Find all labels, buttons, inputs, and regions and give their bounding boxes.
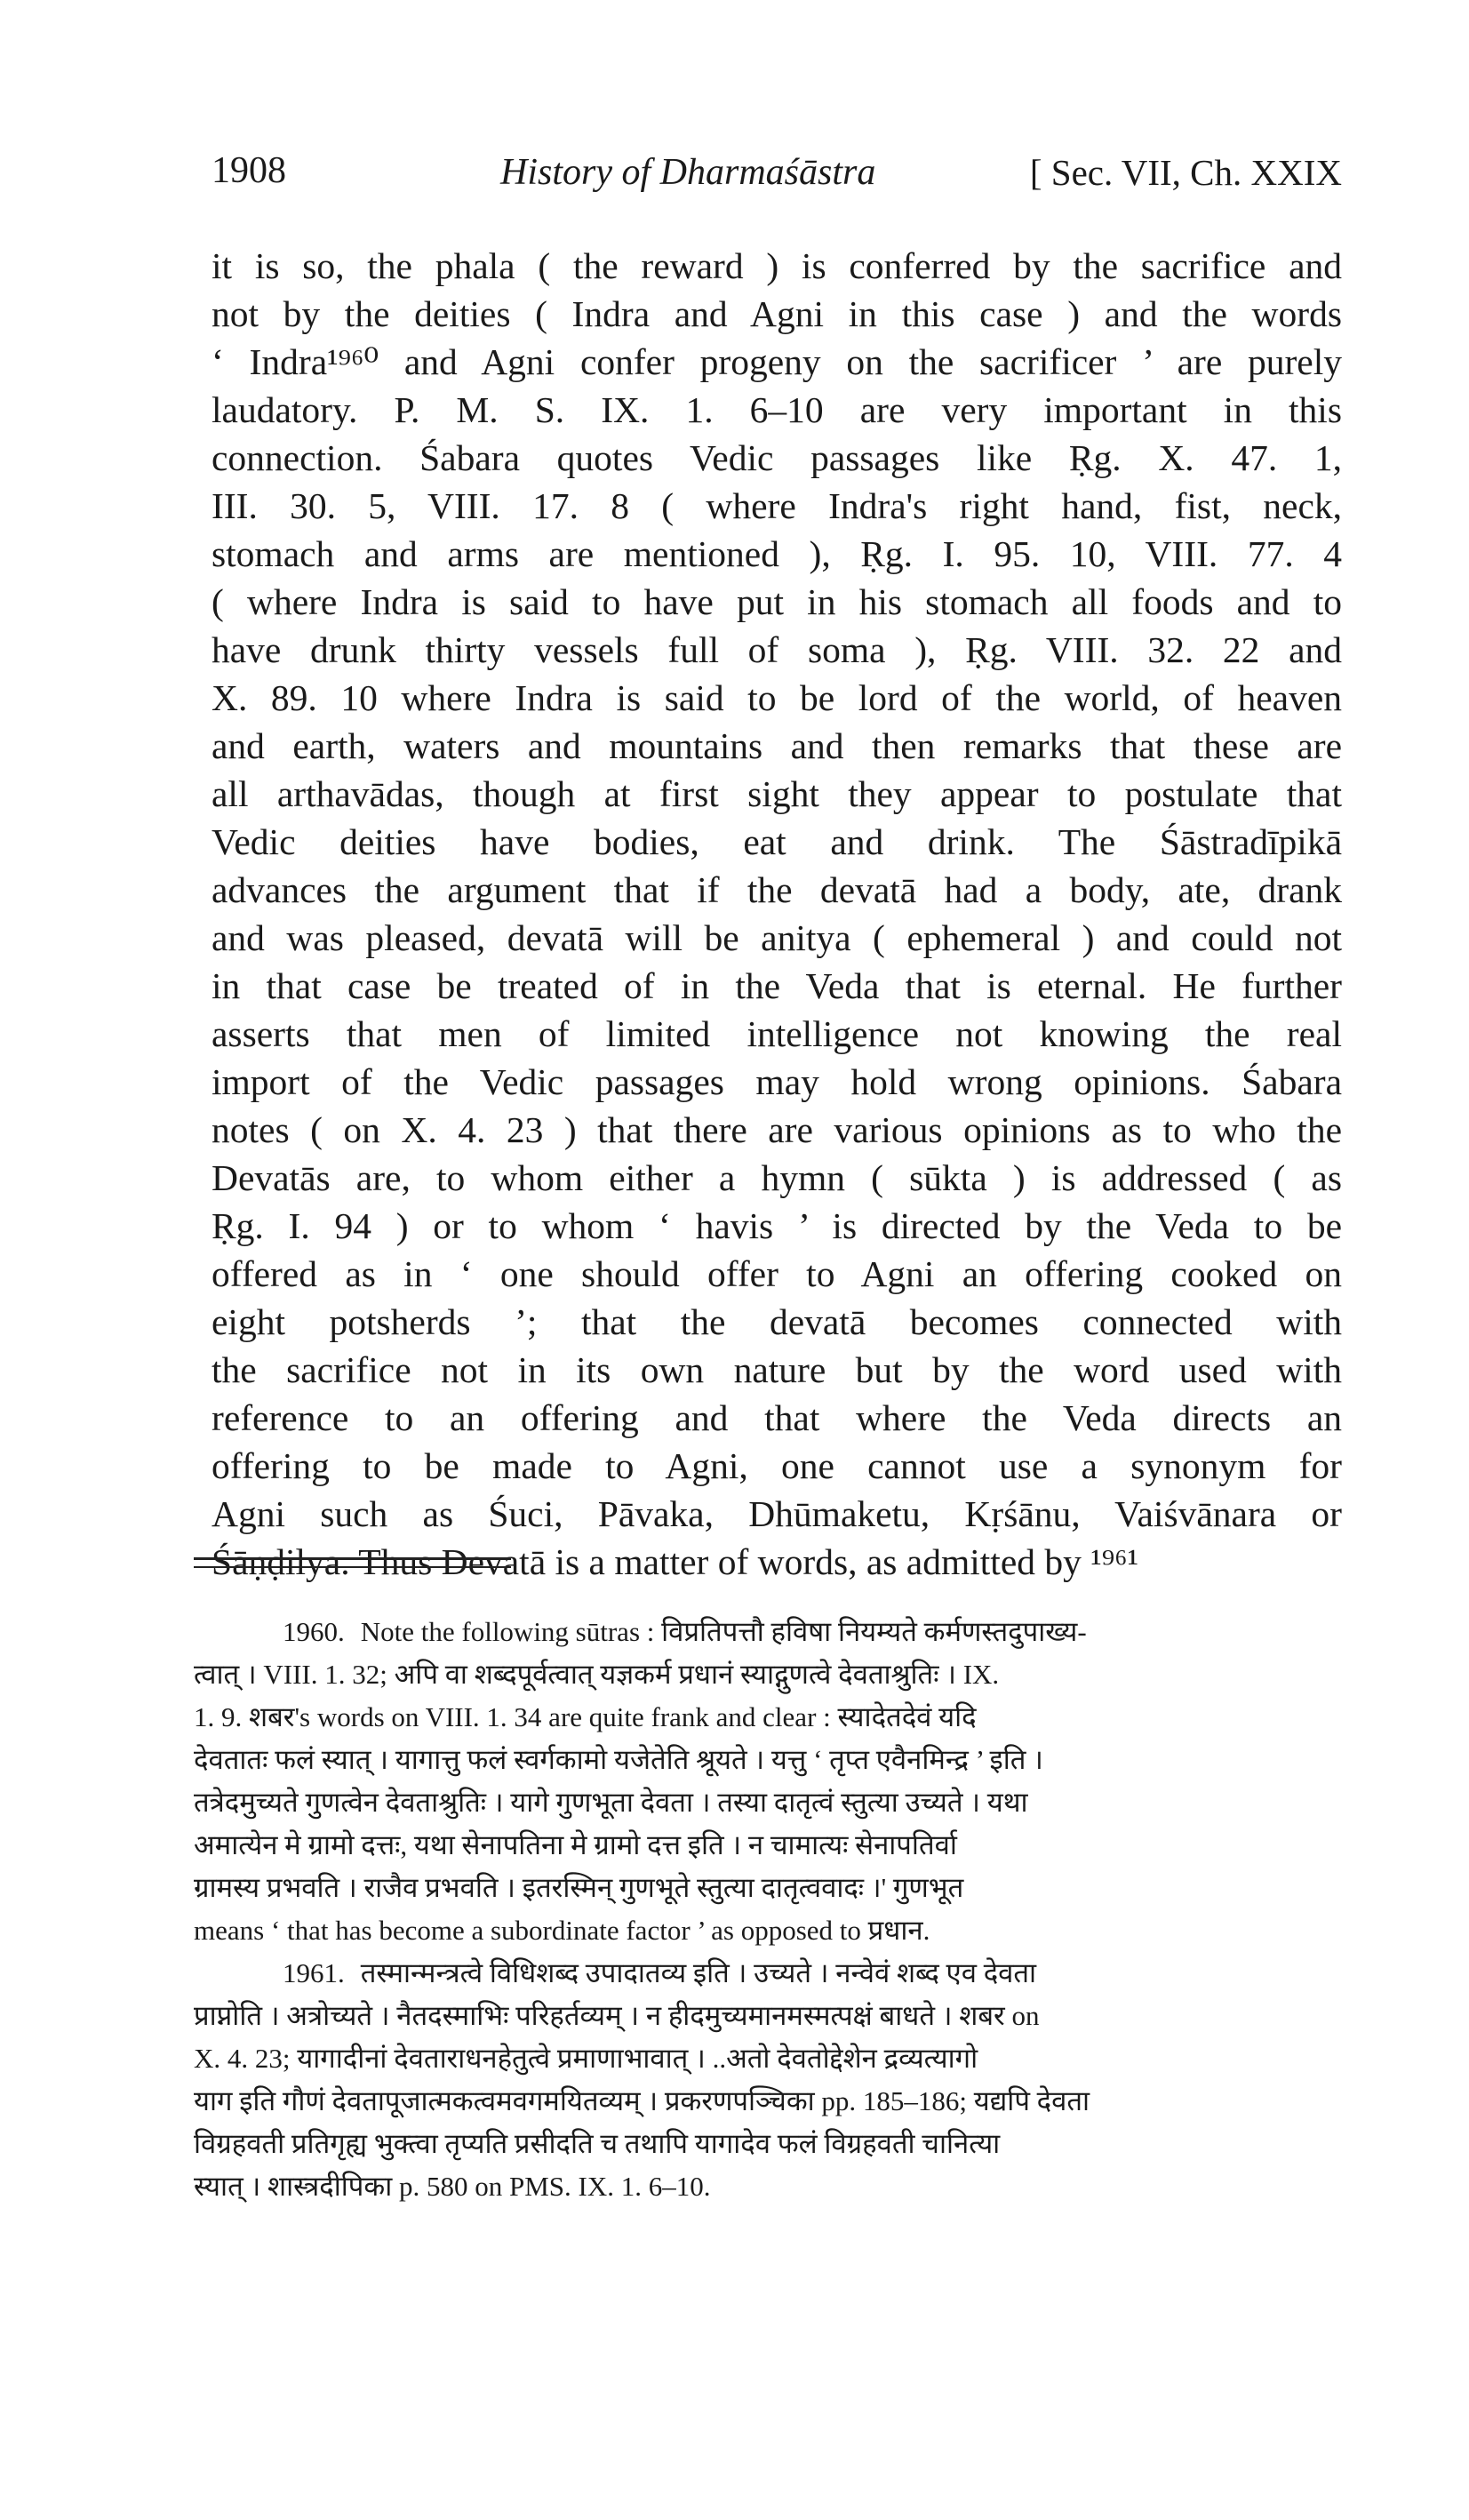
footnote-line: अमात्येन मे ग्रामो दत्तः, यथा सेनापतिना मे ग्रामो दत्त इति । न चामात्यः सेनापतिर्वा [194,1829,957,1860]
footnote-line: X. 4. 23; यागादीनां देवताराधनहेतुत्वे प्रमाणाभावात् । ..अतो देवतोद्देशेन द्रव्यत्यागो [194,2043,978,2074]
body-line: offering to be made to Agni, one cannot use a synonym for [212,1445,1342,1486]
footnote-line: ग्रामस्य प्रभवति । राजैव प्रभवति । इतरस्मिन् गुणभूते स्तुत्या दातृत्ववादः ।' गुणभूत [194,1872,964,1903]
body-line: have drunk thirty vessels full of soma ), Ṛg. VIII. 32. 22 and [212,629,1342,670]
body-line: Devatās are, to whom either a hymn ( sūkta ) is addressed ( as [212,1157,1342,1198]
footnote-separator-lower [194,1566,511,1568]
body-line: and earth, waters and mountains and then remarks that these are [212,725,1342,766]
body-line: import of the Vedic passages may hold wrong opinions. Śabara [212,1061,1342,1102]
body-line: Śāṇḍilya. Thus Devatā is a matter of words, as admitted by ¹⁹⁶¹ [212,1541,1139,1582]
footnote-line: प्राप्नोति । अत्रोच्यते । नैतदस्माभिः परिहर्तव्यम् । न हीदमुच्यमानमस्मत्पक्षं बाधते । शबर on [194,2000,1040,2031]
body-line: and was pleased, devatā will be anitya ( ephemeral ) and could not [212,917,1342,958]
running-title: History of Dharmaśāstra [500,152,876,193]
body-line: Vedic deities have bodies, eat and drink. The Śāstradīpikā [212,821,1342,862]
body-line: in that case be treated of in the Veda that is eternal. He further [212,965,1342,1006]
body-line: offered as in ‘ one should offer to Agni an offering cooked on [212,1253,1342,1294]
body-line: it is so, the phala ( the reward ) is conferred by the sacrifice and [212,245,1342,286]
footnote-line: तत्रेदमुच्यते गुणत्वेन देवताश्रुतिः । यागे गुणभूता देवता । तस्या दातृत्वं स्तुत्या उच्यते । यथा [194,1787,1028,1818]
footnote-text: Note the following sūtras : विप्रतिपत्तौ हविषा नियम्यते कर्मणस्तदुपाख्य- [360,1616,1087,1647]
body-line: III. 30. 5, VIII. 17. 8 ( where Indra's right hand, fist, neck, [212,485,1342,526]
body-line: all arthavādas, though at first sight they appear to postulate that [212,773,1342,814]
body-line: stomach and arms are mentioned ), Ṛg. I. 95. 10, VIII. 77. 4 [212,533,1342,574]
footnote-line [194,1952,1342,1995]
footnote-separator [194,1557,511,1560]
body-line: the sacrifice not in its own nature but by the word used with [212,1349,1342,1390]
footnote-1960 [194,1611,1342,1952]
body-line: not by the deities ( Indra and Agni in this case ) and the words [212,293,1342,334]
body-line: Agni such as Śuci, Pāvaka, Dhūmaketu, Kṛśānu, Vaiśvānara or [212,1493,1342,1534]
footnote-line: स्यात् । शास्त्रदीपिका p. 580 on PMS. IX. 1. 6–10. [194,2171,711,2202]
footnote-line [194,1611,1342,1653]
body-line: ‘ Indra¹⁹⁶⁰ and Agni confer progeny on the sacrificer ’ are purely [212,341,1342,382]
body-line: laudatory. P. M. S. IX. 1. 6–10 are very important in this [212,389,1342,430]
footnote-text: तस्मान्मन्त्रत्वे विधिशब्द उपादातव्य इति । उच्यते । नन्वेवं शब्द एव देवता [360,1957,1037,1988]
footnote-line: याग इति गौणं देवतापूजात्मकत्वमवगमयितव्यम् । प्रकरणपञ्चिका pp. 185–186; यद्यपि देवता [194,2085,1090,2116]
body-line: connection. Śabara quotes Vedic passages like Ṛg. X. 47. 1, [212,437,1342,478]
body-line: ( where Indra is said to have put in his stomach all foods and to [212,581,1342,622]
footnote-line: त्वात् । VIII. 1. 32; अपि वा शब्दपूर्वत्वात् यज्ञकर्म प्रधानं स्याद्गुणत्वे देवताश्रुतिः । IX. [194,1659,1000,1690]
body-line: Ṛg. I. 94 ) or to whom ‘ havis ’ is directed by the Veda to be [212,1205,1342,1246]
footnote-line: means ‘ that has become a subordinate factor ’ as opposed to प्रधान. [194,1915,930,1946]
section-reference: [ Sec. VII, Ch. XXIX [1029,152,1342,193]
footnote-line: विग्रहवती प्रतिगृह्य भुक्त्वा तृप्यति प्रसीदति च तथापि यागादेव फलं विग्रहवती चानित्या [194,2128,1001,2159]
body-line: asserts that men of limited intelligence not knowing the real [212,1013,1342,1054]
footnote-1961 [194,1952,1342,2208]
footnotes [194,1611,1342,2208]
body-line: advances the argument that if the devatā had a body, ate, drank [212,869,1342,910]
body-line: reference to an offering and that where the Veda directs an [212,1397,1342,1438]
body-line: X. 89. 10 where Indra is said to be lord of the world, of heaven [212,677,1342,718]
body-line: notes ( on X. 4. 23 ) that there are various opinions as to who the [212,1109,1342,1150]
body-line: eight potsherds ’; that the devatā becomes connected with [212,1301,1342,1342]
page-number: 1908 [212,150,286,191]
running-header [212,149,1342,203]
footnote-line: 1. 9. शबर's words on VIII. 1. 34 are quite frank and clear : स्यादेतदेवं यदि [194,1701,977,1732]
body-text [212,242,1342,1586]
footnote-number: 1960. [283,1616,345,1647]
footnote-number: 1961. [283,1957,345,1988]
footnote-line: देवतातः फलं स्यात् । यागात्तु फलं स्वर्गकामो यजेतेति श्रूयते । यत्तु ‘ तृप्त एवैनमिन्द्र ’ इति । [194,1744,1043,1775]
